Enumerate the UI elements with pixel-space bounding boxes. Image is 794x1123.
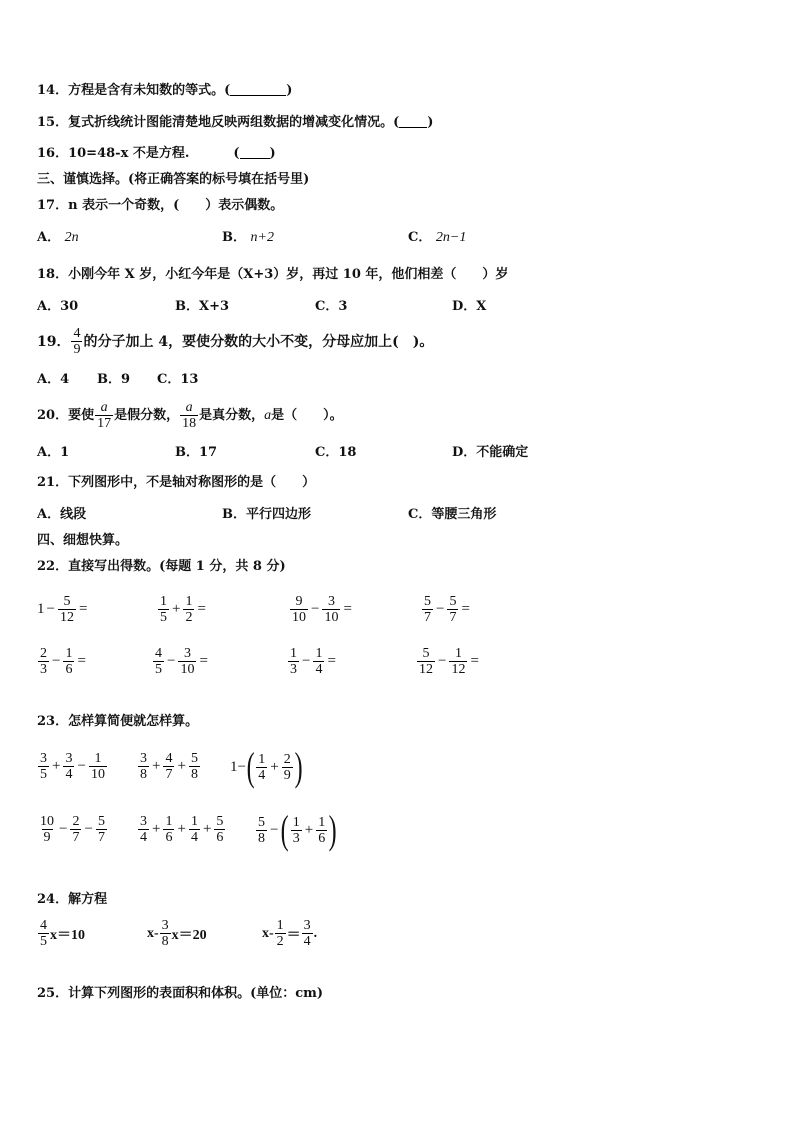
denominator: 5	[40, 934, 47, 949]
q20-option-b[interactable]	[175, 445, 217, 461]
operator: +	[304, 821, 314, 838]
q25-number: 25．	[37, 986, 69, 1001]
fraction	[138, 814, 149, 845]
q23-expression-6	[255, 807, 338, 852]
option-label: A．	[37, 507, 61, 522]
question-25	[37, 986, 323, 1002]
question-16	[37, 146, 276, 162]
q23-expression-3	[230, 744, 303, 789]
option-label: B．	[97, 372, 121, 387]
denominator: 12	[451, 662, 466, 677]
q19-text: 的分子加上 4，要使分数的大小不变，分母应加上( )。	[83, 333, 434, 350]
q17-text: n 表示一个奇数，( ）表示偶数。	[68, 198, 284, 213]
numerator: 1	[185, 594, 193, 609]
fraction	[89, 751, 107, 782]
option-label: D．	[452, 445, 477, 460]
denominator: 8	[140, 767, 147, 782]
operator: −	[270, 821, 279, 838]
denominator: 7	[449, 610, 457, 625]
numerator: 1	[290, 646, 297, 661]
option-label: A．	[37, 299, 61, 314]
denominator: 7	[165, 767, 173, 782]
section-3-heading: 三、谨慎选择。(将正确答案的标号填在括号里)	[37, 172, 310, 187]
question-22	[37, 559, 286, 575]
numerator: 3	[40, 751, 47, 766]
numerator: 1	[292, 814, 300, 830]
numerator: 3	[327, 594, 335, 609]
q16-text: 10=48-x 不是方程.	[68, 146, 190, 161]
option-value: 线段	[60, 507, 87, 522]
q20-fraction-1	[95, 400, 113, 431]
denominator: 4	[140, 830, 147, 845]
q16-number: 16．	[37, 146, 69, 161]
denominator: 6	[165, 830, 173, 845]
question-18	[37, 267, 508, 283]
q20-number: 20．	[37, 407, 69, 423]
denominator: 10	[90, 767, 105, 782]
numerator: 3	[140, 814, 147, 829]
equals: =	[327, 653, 336, 669]
q22-item-2	[157, 594, 208, 625]
option-value: 不能确定	[476, 445, 529, 460]
fraction	[38, 918, 49, 949]
denominator: 7	[72, 830, 80, 845]
operator: −	[59, 821, 68, 837]
option-value: X+3	[199, 299, 230, 314]
q24-number: 24．	[37, 892, 69, 907]
q20-text-post: 是真分数，	[199, 407, 265, 423]
denominator: 7	[97, 830, 105, 845]
term: 1−	[230, 758, 246, 775]
q20-text-mid: 是假分数，	[114, 407, 180, 423]
q22-item-8	[416, 646, 481, 677]
denominator: 5	[155, 662, 162, 677]
q15-answer-blank[interactable]	[399, 115, 427, 128]
denominator: 4	[315, 662, 323, 677]
denominator: 3	[290, 662, 297, 677]
q22-item-3	[289, 594, 354, 625]
q15-close-paren: )	[427, 115, 434, 130]
denominator: 17	[97, 416, 112, 431]
numerator: 1	[315, 646, 323, 661]
fraction	[322, 594, 340, 625]
q15-number: 15．	[37, 115, 69, 130]
numerator: 2	[283, 751, 291, 767]
fraction	[160, 918, 171, 949]
q20-option-d[interactable]	[452, 445, 528, 461]
denominator: 7	[424, 610, 431, 625]
q23-text: 怎样算简便就怎样算。	[68, 714, 199, 729]
option-value: 2n	[64, 230, 79, 245]
q14-text: 方程是含有未知数的等式。(	[68, 83, 231, 98]
q23-expression-2	[137, 751, 201, 782]
q18-text: 小刚今年 X 岁，小红今年是（X+3）岁，再过 10 年，他们相差（ ）岁	[68, 267, 509, 282]
option-value: X	[476, 299, 487, 314]
fraction	[183, 594, 194, 625]
fraction	[291, 815, 302, 846]
q21-number: 21．	[37, 475, 69, 490]
fraction	[38, 646, 49, 677]
denominator: 3	[40, 662, 47, 677]
operator: +	[177, 821, 186, 837]
option-value: n+2	[250, 230, 274, 245]
numerator: 4	[165, 751, 173, 766]
question-14	[37, 83, 292, 99]
operator: +	[270, 758, 279, 775]
fraction	[256, 815, 267, 846]
fraction	[288, 646, 299, 677]
q23-number: 23．	[37, 714, 69, 729]
right-paren: )	[328, 807, 337, 852]
operator: −	[438, 653, 447, 669]
q23-expression-1	[37, 751, 108, 782]
equals: =	[78, 601, 88, 617]
q20-fraction-2	[180, 400, 198, 431]
operator: +	[52, 758, 61, 774]
numerator: a	[185, 400, 193, 415]
operator: −	[46, 601, 55, 617]
option-value: 30	[60, 299, 79, 314]
q16-close-paren: )	[269, 146, 276, 161]
numerator: 1	[258, 751, 266, 767]
option-label: C．	[408, 230, 432, 245]
section-4-heading: 四、细想快算。	[37, 533, 129, 548]
question-17	[37, 198, 283, 214]
q24-equation-2	[147, 918, 207, 949]
term: x-	[262, 925, 274, 941]
fraction	[63, 751, 74, 782]
denominator: 4	[65, 767, 73, 782]
term: 1	[37, 601, 45, 617]
q20-text-end: 是（ ）。	[271, 407, 343, 423]
option-value: 1	[60, 445, 70, 460]
denominator: 12	[419, 662, 433, 677]
denominator: 5	[160, 610, 167, 625]
q19-fraction	[71, 326, 82, 357]
q18-option-c[interactable]	[315, 299, 347, 315]
option-label: B．	[175, 445, 199, 460]
operator: +	[152, 758, 161, 774]
operator: +	[152, 821, 161, 837]
operator: −	[52, 653, 61, 669]
numerator: 2	[72, 814, 80, 829]
denominator: 8	[190, 767, 198, 782]
equals: =	[461, 601, 470, 617]
option-value: 17	[199, 445, 218, 460]
question-19	[37, 326, 433, 357]
q14-close-paren: )	[286, 83, 293, 98]
q18-number: 18．	[37, 267, 69, 282]
fraction	[96, 814, 107, 845]
q20-variable: a	[264, 407, 272, 423]
option-label: B．	[222, 230, 246, 245]
q21-text: 下列图形中，不是轴对称图形的是（ ）	[68, 475, 316, 490]
fraction	[256, 752, 267, 783]
left-paren: (	[281, 807, 290, 852]
option-label: C．	[315, 299, 339, 314]
numerator: 5	[424, 594, 431, 609]
numerator: 5	[258, 814, 265, 830]
q22-text: 直接写出得数。(每题 1 分，共 8 分)	[68, 559, 286, 574]
option-value: 4	[60, 372, 70, 387]
fraction	[158, 594, 169, 625]
q16-answer-blank[interactable]	[240, 146, 270, 159]
q14-answer-blank[interactable]	[230, 83, 286, 96]
equals: =	[470, 653, 479, 669]
denominator: 6	[216, 830, 224, 845]
q19-option-c[interactable]	[157, 372, 198, 388]
fraction	[178, 646, 196, 677]
numerator: 5	[449, 594, 457, 609]
q20-option-c[interactable]	[315, 445, 356, 461]
operator: −	[311, 601, 320, 617]
numerator: 4	[155, 646, 162, 661]
fraction	[38, 814, 56, 845]
q20-text-pre: 要使	[68, 407, 95, 423]
operator: −	[84, 821, 93, 837]
equals: =	[343, 601, 352, 617]
option-label: B．	[175, 299, 199, 314]
q23-expression-5	[137, 814, 226, 845]
q24-equation-1	[37, 918, 85, 949]
q19-option-a[interactable]	[37, 372, 69, 388]
q17-option-c[interactable]	[408, 230, 466, 246]
q21-option-b[interactable]	[222, 507, 311, 523]
q18-option-d[interactable]	[452, 299, 486, 315]
numerator: 2	[40, 646, 47, 661]
denominator: 9	[73, 342, 81, 357]
q18-option-b[interactable]	[175, 299, 229, 315]
q19-number: 19．	[37, 333, 71, 350]
numerator: 3	[303, 918, 311, 933]
denominator: 9	[283, 767, 291, 783]
numerator: 3	[65, 751, 73, 766]
fraction	[58, 594, 76, 625]
term: x-	[147, 925, 159, 941]
option-value: 3	[338, 299, 348, 314]
numerator: 3	[161, 918, 169, 933]
denominator: 5	[40, 767, 47, 782]
q22-item-7	[287, 646, 338, 677]
q22-item-5	[37, 646, 88, 677]
fraction	[417, 646, 435, 677]
numerator: 4	[40, 918, 47, 933]
denominator: 8	[258, 830, 265, 846]
numerator: 5	[97, 814, 105, 829]
equals: ＝	[286, 927, 301, 943]
denominator: 18	[182, 416, 197, 431]
numerator: 5	[422, 646, 430, 661]
fraction	[449, 646, 467, 677]
option-value: 平行四边形	[246, 507, 312, 522]
numerator: 1	[160, 594, 167, 609]
numerator: 1	[165, 814, 173, 829]
option-value: 18	[338, 445, 357, 460]
question-21	[37, 475, 315, 491]
fraction	[153, 646, 164, 677]
fraction	[214, 814, 225, 845]
operator: −	[167, 653, 176, 669]
option-label: A．	[37, 372, 61, 387]
denominator: 10	[324, 610, 339, 625]
fraction	[422, 594, 433, 625]
denominator: 10	[292, 610, 306, 625]
numerator: 1	[94, 751, 102, 766]
numerator: 1	[276, 918, 284, 933]
denominator: 2	[276, 934, 284, 949]
denominator: 6	[318, 830, 326, 846]
denominator: 8	[161, 934, 169, 949]
operator: +	[172, 601, 181, 617]
denominator: 9	[43, 830, 51, 845]
option-label: A．	[37, 445, 61, 460]
question-20	[37, 400, 343, 431]
fraction	[316, 815, 327, 846]
numerator: 9	[295, 594, 303, 609]
fraction	[302, 918, 313, 949]
numerator: a	[100, 400, 108, 415]
operator: −	[77, 758, 86, 774]
option-value: 2n−1	[435, 230, 467, 245]
q17-option-b[interactable]	[222, 230, 274, 246]
numerator: 1	[190, 814, 198, 829]
option-label: A．	[37, 230, 61, 245]
denominator: 2	[185, 610, 193, 625]
q24-equation-3	[262, 918, 317, 949]
q22-number: 22．	[37, 559, 69, 574]
left-paren: (	[246, 744, 255, 789]
option-label: B．	[222, 507, 246, 522]
numerator: 3	[140, 751, 147, 766]
denominator: 4	[190, 830, 198, 845]
option-label: C．	[408, 507, 432, 522]
term: x＝20	[171, 927, 207, 943]
denominator: 6	[65, 662, 73, 677]
equals: =	[199, 653, 208, 669]
numerator: 1	[454, 646, 462, 661]
denominator: 12	[59, 610, 74, 625]
numerator: 3	[183, 646, 191, 661]
term: x＝10	[50, 927, 85, 943]
fraction	[275, 918, 286, 949]
q22-item-4	[421, 594, 472, 625]
fraction	[447, 594, 458, 625]
q22-item-6	[152, 646, 210, 677]
q22-item-1	[37, 594, 89, 625]
fraction	[290, 594, 308, 625]
q16-open-paren: (	[233, 146, 240, 161]
denominator: 4	[303, 934, 311, 949]
numerator: 5	[63, 594, 71, 609]
option-value: 9	[121, 372, 131, 387]
option-value: 等腰三角形	[431, 507, 497, 522]
option-label: C．	[157, 372, 181, 387]
operator: +	[202, 821, 212, 837]
q17-number: 17．	[37, 198, 69, 213]
question-23	[37, 714, 198, 730]
option-value: 13	[180, 372, 199, 387]
fraction	[63, 646, 74, 677]
q24-text: 解方程	[68, 892, 108, 907]
fraction	[282, 752, 293, 783]
operator: −	[436, 601, 445, 617]
question-24	[37, 892, 107, 908]
question-15	[37, 115, 433, 131]
numerator: 1	[65, 646, 73, 661]
q21-option-a[interactable]	[37, 507, 86, 523]
numerator: 4	[73, 326, 81, 341]
q15-text: 复式折线统计图能清楚地反映两组数据的增减变化情况。(	[68, 115, 400, 130]
fraction	[138, 751, 149, 782]
equals: =	[197, 601, 206, 617]
fraction	[313, 646, 324, 677]
q14-number: 14．	[37, 83, 69, 98]
fraction	[189, 751, 200, 782]
fraction	[70, 814, 81, 845]
numerator: 5	[190, 751, 198, 766]
q17-option-a[interactable]	[37, 230, 79, 246]
operator: +	[177, 758, 186, 774]
numerator: 1	[318, 814, 326, 830]
equals: =	[77, 653, 86, 669]
numerator: 10	[40, 814, 54, 829]
denominator: 3	[292, 830, 300, 846]
option-label: D．	[452, 299, 477, 314]
fraction	[163, 751, 174, 782]
fraction	[163, 814, 174, 845]
q19-option-b[interactable]	[97, 372, 130, 388]
term: .	[313, 925, 318, 941]
option-label: C．	[315, 445, 339, 460]
fraction	[189, 814, 200, 845]
right-paren: )	[294, 744, 303, 789]
q25-text: 计算下列图形的表面积和体积。(单位：cm)	[68, 986, 324, 1001]
fraction	[38, 751, 49, 782]
denominator: 10	[180, 662, 195, 677]
q20-option-a[interactable]	[37, 445, 69, 461]
denominator: 4	[258, 767, 266, 783]
operator: −	[302, 653, 311, 669]
q23-expression-4	[37, 814, 108, 845]
numerator: 5	[216, 814, 224, 829]
q18-option-a[interactable]	[37, 299, 78, 315]
q21-option-c[interactable]	[408, 507, 496, 523]
